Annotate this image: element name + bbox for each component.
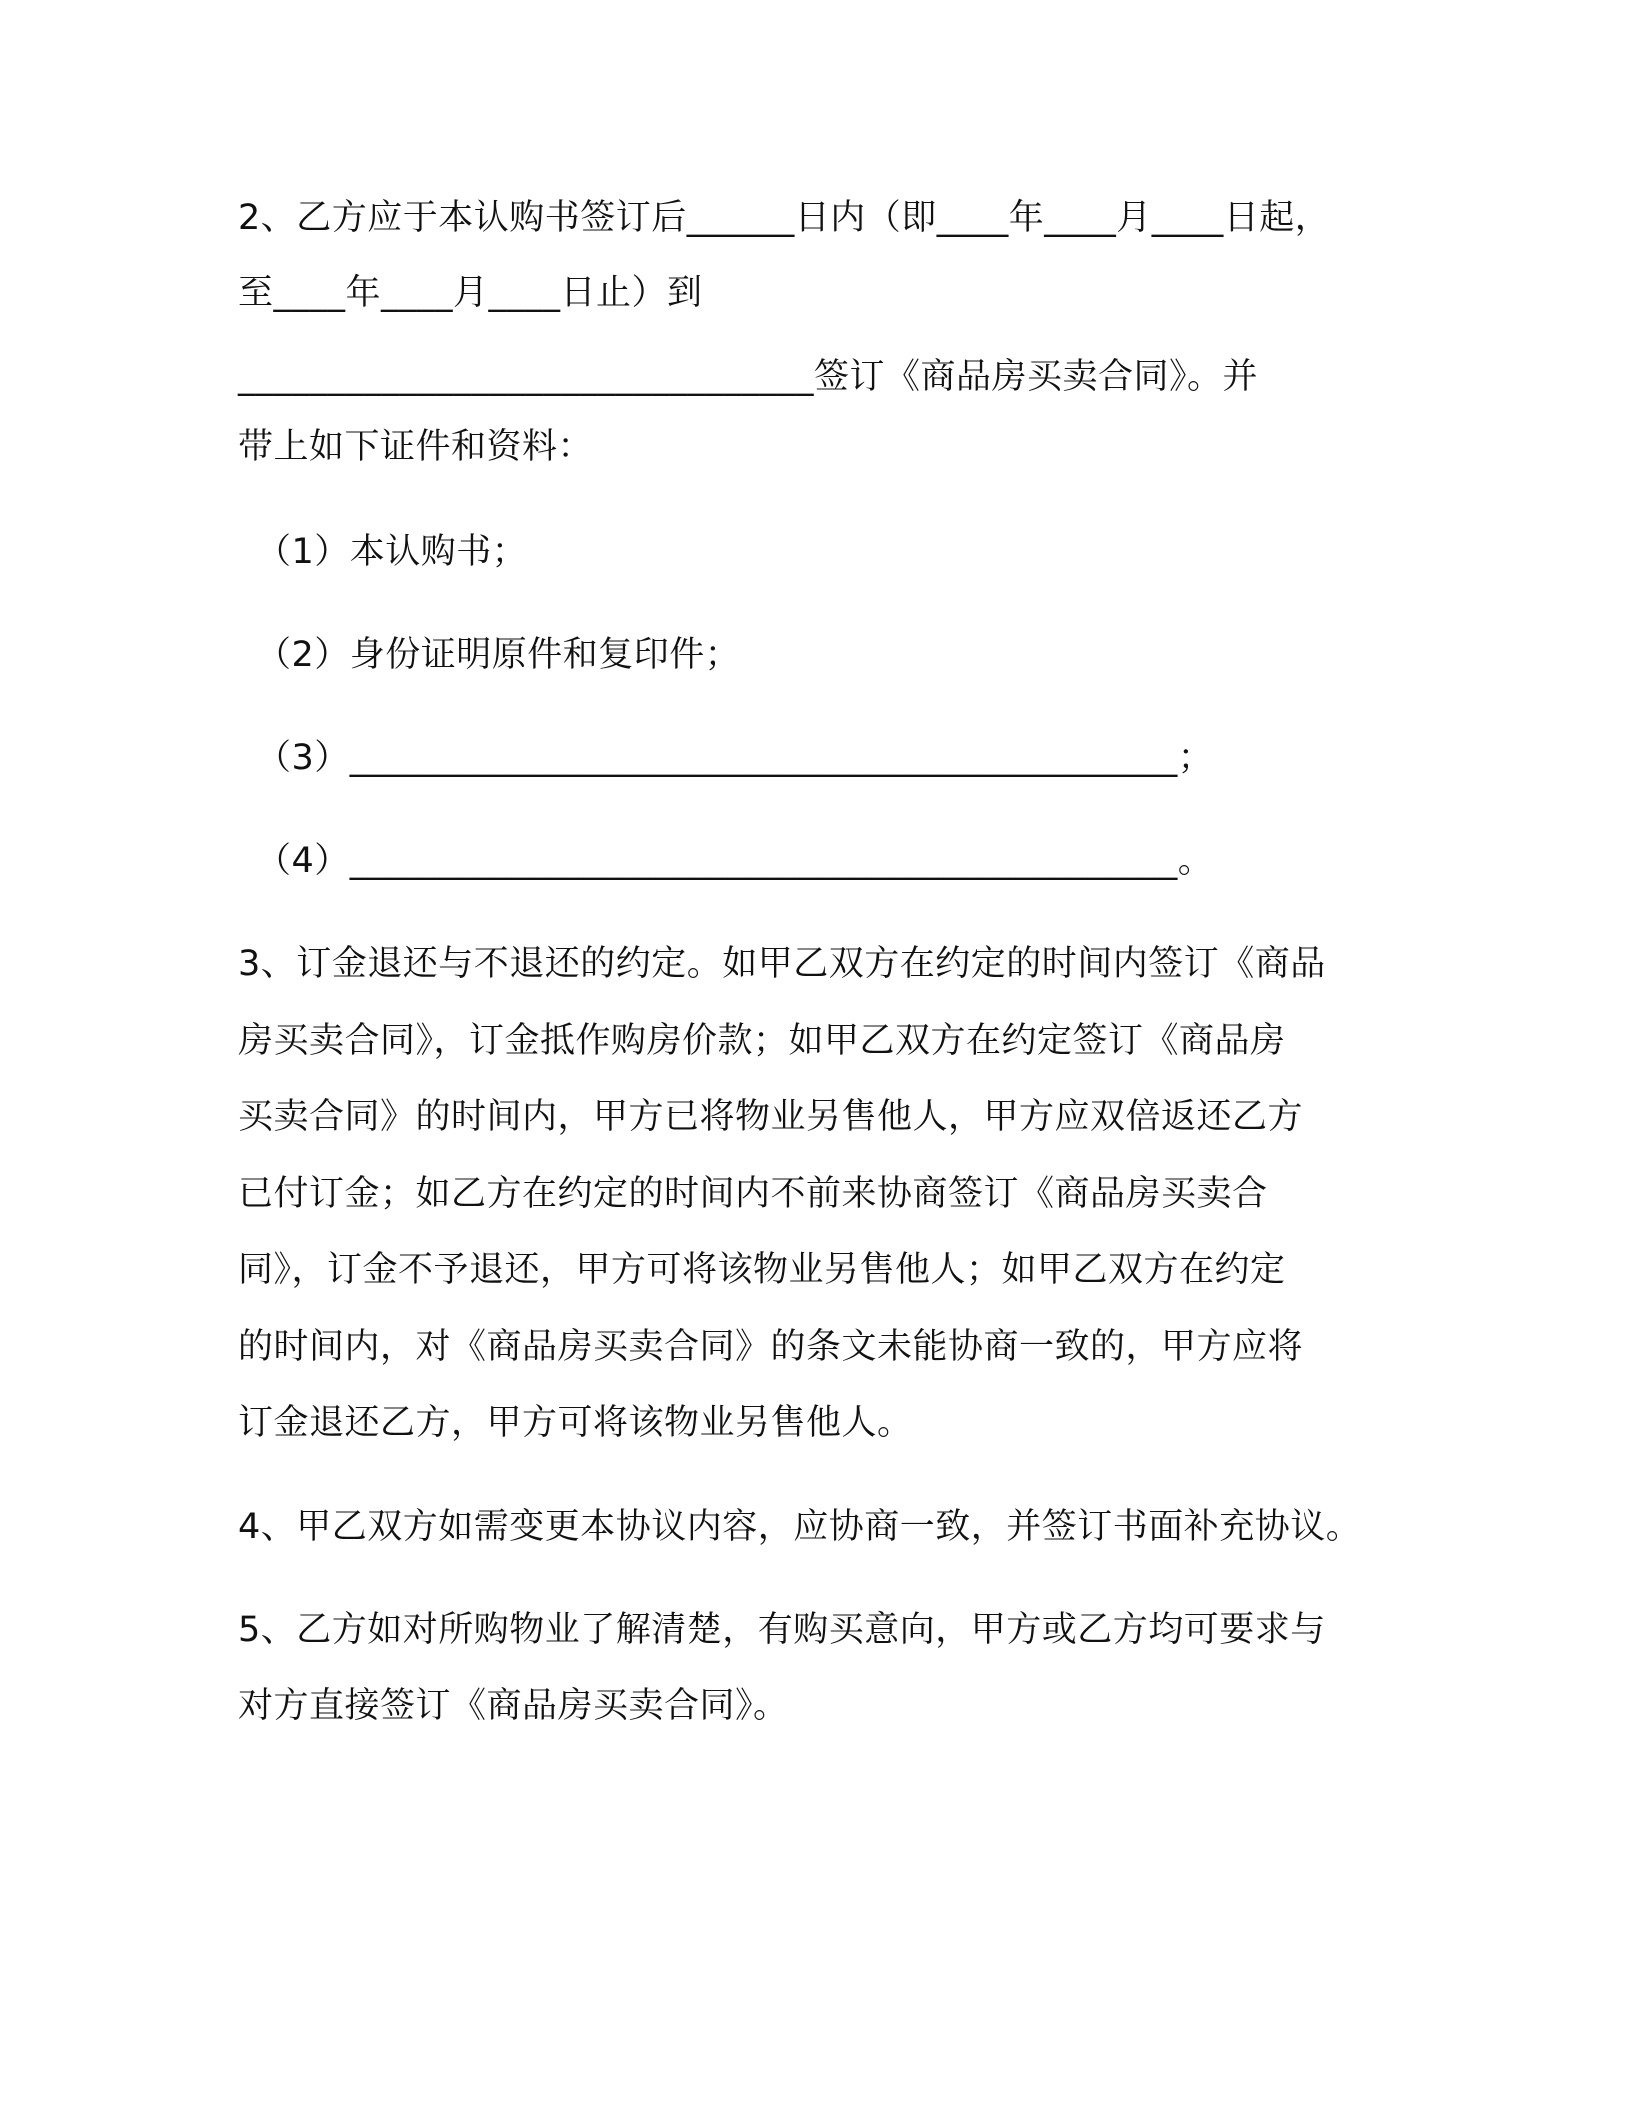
clause-3-line-5: 同》，订金不予退还，甲方可将该物业另售他人；如甲乙双方在约定 <box>238 1250 1286 1290</box>
clause-3-line-1: 3、订金退还与不退还的约定。如甲乙双方在约定的时间内签订《商品 <box>238 944 1326 984</box>
clause-3-line-4: 已付订金；如乙方在约定的时间内不前来协商签订《商品房买卖合 <box>238 1174 1268 1214</box>
list-item-2: （2）身份证明原件和复印件； <box>256 635 741 675</box>
list-item-4: （4）______________________________________________。 <box>256 841 1214 881</box>
clause-3-line-2: 房买卖合同》，订金抵作购房价款；如甲乙双方在约定签订《商品房 <box>238 1021 1286 1061</box>
clause-5-line-1: 5、乙方如对所购物业了解清楚，有购买意向，甲方或乙方均可要求与 <box>238 1610 1326 1650</box>
clause-2-line-3: ________________________________签订《商品房买卖合同》。并 <box>238 357 1259 397</box>
list-item-1: （1）本认购书； <box>256 532 528 572</box>
clause-3-line-7: 订金退还乙方，甲方可将该物业另售他人。 <box>238 1403 913 1443</box>
clause-2-line-4: 带上如下证件和资料： <box>238 427 594 467</box>
list-item-3: （3）______________________________________________； <box>256 738 1214 778</box>
clause-3-line-3: 买卖合同》的时间内，甲方已将物业另售他人，甲方应双倍返还乙方 <box>238 1097 1304 1137</box>
clause-2-line-2: 至____年____月____日止）到 <box>238 273 703 313</box>
clause-5-line-2: 对方直接签订《商品房买卖合同》。 <box>238 1686 789 1726</box>
clause-3-line-6: 的时间内，对《商品房买卖合同》的条文未能协商一致的，甲方应将 <box>238 1327 1304 1367</box>
clause-4: 4、甲乙双方如需变更本协议内容，应协商一致，并签订书面补充协议。 <box>238 1507 1362 1547</box>
clause-2-line-1: 2、乙方应于本认购书签订后______日内（即____年____月____日起， <box>238 198 1331 238</box>
